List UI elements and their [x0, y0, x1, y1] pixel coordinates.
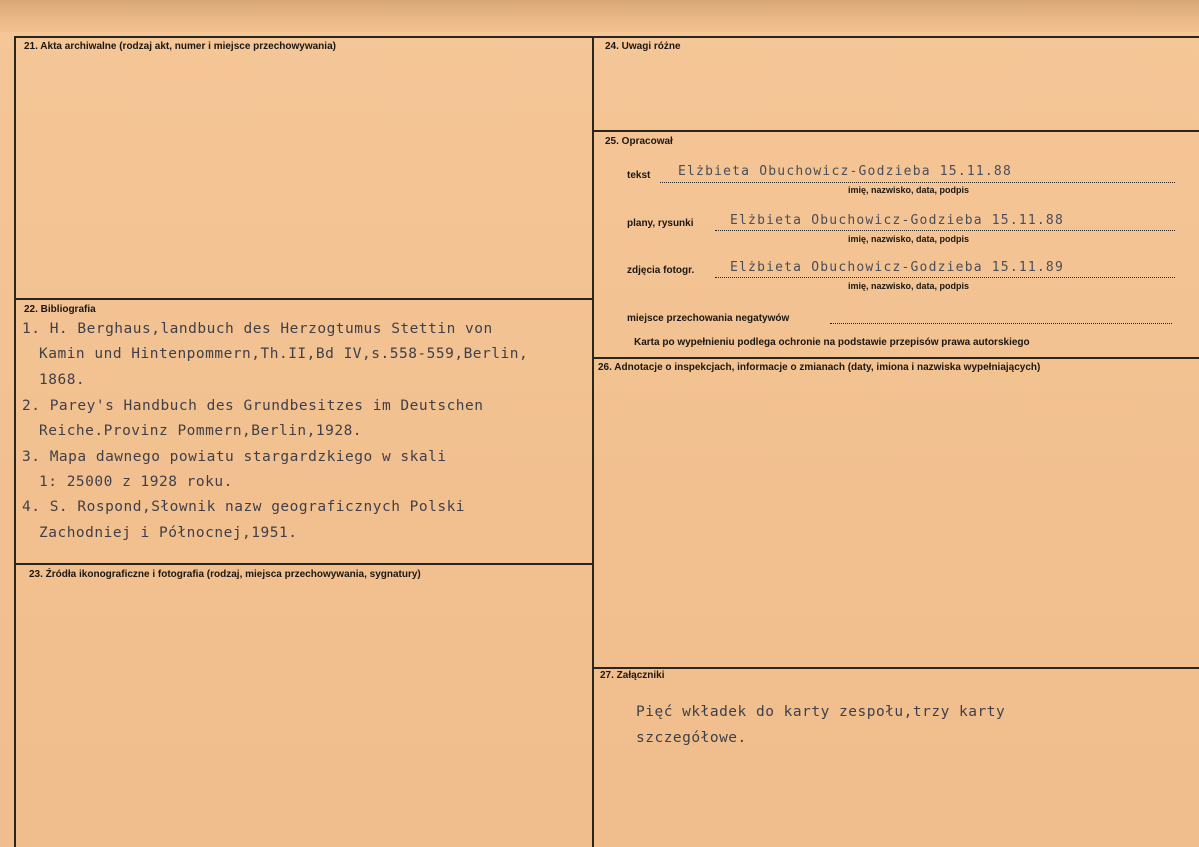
section-27-label: 27. Załączniki — [600, 670, 665, 681]
bibliography-line: 1868. — [39, 372, 86, 388]
section-21-label: 21. Akta archiwalne (rodzaj akt, numer i miejsce przechowywania) — [24, 41, 336, 52]
attachments-line: szczegółowe. — [636, 730, 747, 746]
zdjecia-signature: Elżbieta Obuchowicz-Godzieba 15.11.89 — [730, 260, 1064, 275]
bibliography-line: Zachodniej i Północnej,1951. — [39, 525, 298, 541]
section-22-label: 22. Bibliografia — [24, 304, 96, 315]
zdjecia-dotted-line — [715, 277, 1175, 278]
divider-25-26 — [593, 357, 1199, 359]
attachments-line: Pięć wkładek do karty zespołu,trzy karty — [636, 704, 1006, 720]
bibliography-line: Reiche.Provinz Pommern,Berlin,1928. — [39, 423, 363, 439]
divider-21-22 — [14, 298, 593, 300]
bibliography-line: Kamin und Hintenpommern,Th.II,Bd IV,s.558-559,Berlin, — [39, 346, 529, 362]
bibliography-line: 2. Parey's Handbuch des Grundbesitzes im Deutschen — [22, 398, 484, 414]
zdjecia-label: zdjęcia fotogr. — [627, 265, 695, 276]
section-25-label: 25. Opracował — [605, 136, 673, 147]
center-divider-line — [592, 36, 594, 847]
divider-24-25 — [593, 130, 1199, 132]
tekst-caption: imię, nazwisko, data, podpis — [848, 185, 970, 195]
left-border-line — [14, 36, 16, 847]
section-24-label: 24. Uwagi różne — [605, 41, 681, 52]
bibliography-line: 1: 25000 z 1928 roku. — [39, 474, 233, 490]
tekst-dotted-line — [660, 182, 1175, 183]
plany-label: plany, rysunki — [627, 218, 694, 229]
section-23-label: 23. Źródła ikonograficzne i fotografia (rodzaj, miejsca przechowywania, sygnatury) — [29, 569, 421, 580]
divider-22-23 — [14, 563, 593, 565]
bibliography-line: 1. H. Berghaus,landbuch des Herzogtumus Stettin von — [22, 321, 493, 337]
plany-dotted-line — [715, 230, 1175, 231]
tekst-signature: Elżbieta Obuchowicz-Godzieba 15.11.88 — [678, 164, 1012, 179]
negatywy-dotted-line — [830, 323, 1172, 324]
zdjecia-caption: imię, nazwisko, data, podpis — [848, 281, 970, 291]
bibliography-line: 3. Mapa dawnego powiatu stargardzkiego w skali — [22, 449, 447, 465]
copyright-notice: Karta po wypełnieniu podlega ochronie na podstawie przepisów prawa autorskiego — [634, 337, 1030, 348]
plany-caption: imię, nazwisko, data, podpis — [848, 234, 970, 244]
section-26-label: 26. Adnotacje o inspekcjach, informacje o zmianach (daty, imiona i nazwiska wypełniających) — [598, 362, 1041, 373]
plany-signature: Elżbieta Obuchowicz-Godzieba 15.11.88 — [730, 213, 1064, 228]
card-top-edge — [0, 0, 1199, 32]
negatywy-label: miejsce przechowania negatywów — [627, 313, 790, 324]
tekst-label: tekst — [627, 170, 651, 181]
bibliography-line: 4. S. Rospond,Słownik nazw geograficznych Polski — [22, 499, 466, 515]
divider-26-27 — [593, 667, 1199, 669]
top-border-line — [14, 36, 1199, 38]
